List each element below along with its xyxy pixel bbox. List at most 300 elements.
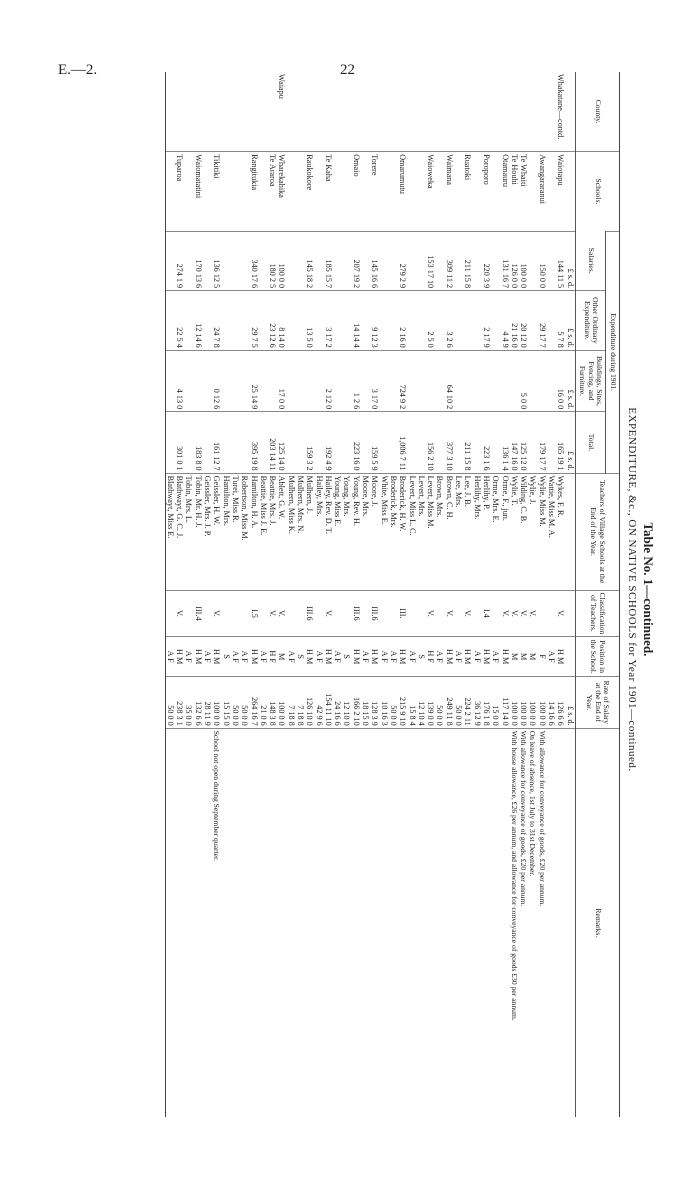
classification-cell xyxy=(435,590,444,637)
position-cell: M xyxy=(510,637,519,677)
total-cell: 125 12 0 xyxy=(519,412,528,473)
teacher-cell: Blathwayt, Miss E. xyxy=(165,473,175,590)
table-row xyxy=(482,72,491,1117)
header-expenditure: Expenditure during 1901. xyxy=(606,231,620,473)
total-cell xyxy=(296,412,305,473)
classification-cell xyxy=(407,590,416,637)
salaries-cell: 309 11 2 xyxy=(444,231,453,290)
other-expenditure-cell xyxy=(491,291,500,351)
classification-cell: V. xyxy=(175,590,184,637)
classification-cell: V. xyxy=(324,590,333,637)
rate-cell: 15 15 0 xyxy=(221,677,230,729)
remarks-cell xyxy=(305,728,314,1117)
buildings-cell xyxy=(379,350,388,411)
teacher-cell: Orme, F., jun. xyxy=(500,473,509,590)
other-expenditure-cell xyxy=(454,291,463,351)
county-cell xyxy=(249,72,258,152)
rate-cell: 148 3 8 xyxy=(268,677,277,729)
table-row xyxy=(370,72,379,1117)
school-cell xyxy=(547,152,556,231)
buildings-cell xyxy=(472,350,481,411)
teacher-cell: Wykes, F. R. xyxy=(556,473,565,590)
county-cell xyxy=(212,72,221,152)
school-cell: Waiomatatini xyxy=(193,152,202,231)
teacher-cell: Tobin, Mrs. L. xyxy=(184,473,193,590)
header-county: County. xyxy=(575,72,619,152)
position-cell: A F xyxy=(361,637,370,677)
teacher-cell: Young, Mrs. xyxy=(342,473,351,590)
remarks-cell: On leave of absence, 1st July to 31st December. xyxy=(528,728,537,1117)
salaries-cell xyxy=(240,231,249,290)
remarks-cell xyxy=(417,728,426,1117)
classification-cell xyxy=(472,590,481,637)
school-cell: Te Araroa xyxy=(268,152,277,231)
salaries-cell: 185 15 7 xyxy=(324,231,333,290)
remarks-cell xyxy=(184,728,193,1117)
classification-cell xyxy=(184,590,193,637)
school-cell: Torere xyxy=(370,152,379,231)
salaries-cell: 150 0 0 xyxy=(537,231,546,290)
other-expenditure-cell: 5 7 8 xyxy=(556,291,565,351)
school-cell xyxy=(417,152,426,231)
other-expenditure-cell: 29 17 7 xyxy=(537,291,546,351)
teacher-cell: Mulhern, Miss K. xyxy=(286,473,295,590)
total-cell: 156 2 10 xyxy=(426,412,435,473)
position-cell: S xyxy=(417,637,426,677)
school-cell: Waiotapu xyxy=(556,152,565,231)
buildings-cell xyxy=(268,350,277,411)
table-row xyxy=(454,72,463,1117)
other-expenditure-cell: 2 16 0 xyxy=(398,291,407,351)
salaries-cell: 207 19 2 xyxy=(352,231,361,290)
rate-cell: 36 12 9 xyxy=(472,677,481,729)
teacher-cell: Broderick, H. W. xyxy=(398,473,407,590)
county-cell xyxy=(537,72,546,152)
remarks-cell xyxy=(463,728,472,1117)
rate-cell: 12 10 0 xyxy=(342,677,351,729)
expenditure-table xyxy=(165,72,620,1117)
other-expenditure-cell: 22 5 4 xyxy=(175,291,184,351)
other-expenditure-cell xyxy=(379,291,388,351)
county-cell xyxy=(482,72,491,152)
units-blank xyxy=(565,590,575,637)
buildings-cell xyxy=(259,350,268,411)
position-cell: H F xyxy=(426,637,435,677)
classification-cell: V. xyxy=(519,590,528,637)
total-cell: 223 1 6 xyxy=(482,412,491,473)
classification-cell xyxy=(259,590,268,637)
salaries-cell xyxy=(547,231,556,290)
other-expenditure-cell xyxy=(240,291,249,351)
table-row xyxy=(231,72,240,1117)
buildings-cell: 16 0 0 xyxy=(556,350,565,411)
position-cell: H M xyxy=(370,637,379,677)
units-buildings: £ s. d. xyxy=(565,350,575,411)
buildings-cell xyxy=(537,350,546,411)
buildings-cell xyxy=(463,350,472,411)
county-cell xyxy=(491,72,500,152)
total-cell: 301 0 1 xyxy=(175,412,184,473)
teacher-cell: Geissler, H. W. xyxy=(212,473,221,590)
teacher-cell: Blathwayt, G. C. J. xyxy=(175,473,184,590)
total-cell xyxy=(314,412,323,473)
position-cell: A F xyxy=(407,637,416,677)
salaries-cell xyxy=(231,231,240,290)
salaries-cell: 170 13 6 xyxy=(193,231,202,290)
rate-cell: 24 16 6 xyxy=(333,677,342,729)
remarks-cell xyxy=(426,728,435,1117)
position-cell: S xyxy=(342,637,351,677)
rate-cell: 166 2 10 xyxy=(352,677,361,729)
school-cell: Tuparoa xyxy=(175,152,184,231)
table-row xyxy=(417,72,426,1117)
school-cell xyxy=(203,152,212,231)
remarks-cell xyxy=(491,728,500,1117)
table-row xyxy=(184,72,193,1117)
salaries-cell xyxy=(165,231,175,290)
other-expenditure-cell xyxy=(203,291,212,351)
total-cell xyxy=(259,412,268,473)
table-row xyxy=(203,72,212,1117)
position-cell: H M xyxy=(482,637,491,677)
teacher-cell: Robertson, Miss M. xyxy=(240,473,249,590)
remarks-cell xyxy=(500,728,509,1117)
classification-cell xyxy=(342,590,351,637)
teacher-cell: White, Miss E. xyxy=(379,473,388,590)
remarks-cell xyxy=(370,728,379,1117)
position-cell: A F xyxy=(165,637,175,677)
other-expenditure-cell xyxy=(342,291,351,351)
units-blank xyxy=(565,473,575,590)
rate-cell: 128 3 9 xyxy=(370,677,379,729)
school-cell xyxy=(472,152,481,231)
header-salaries: Salaries. xyxy=(575,231,606,290)
classification-cell: V. xyxy=(444,590,453,637)
buildings-cell: 1 2 6 xyxy=(352,350,361,411)
county-cell xyxy=(268,72,277,152)
school-cell: Poroporo xyxy=(482,152,491,231)
classification-cell xyxy=(454,590,463,637)
remarks-cell xyxy=(221,728,230,1117)
teacher-cell: Wylie, T. xyxy=(510,473,519,590)
classification-cell: V. xyxy=(268,590,277,637)
teacher-cell: Levert, Miss L. C. xyxy=(407,473,416,590)
county-cell xyxy=(444,72,453,152)
buildings-cell: 5 0 0 xyxy=(519,350,528,411)
salaries-cell: 144 11 5 xyxy=(556,231,565,290)
other-expenditure-cell: 13 5 0 xyxy=(305,291,314,351)
county-cell xyxy=(324,72,333,152)
classification-cell xyxy=(203,590,212,637)
other-expenditure-cell: 2 5 0 xyxy=(426,291,435,351)
classification-cell: I.5 xyxy=(249,590,258,637)
salaries-cell: 100 0 0 xyxy=(277,231,286,290)
remarks-cell xyxy=(231,728,240,1117)
rate-cell: 50 0 0 xyxy=(231,677,240,729)
classification-cell: V. xyxy=(463,590,472,637)
classification-cell xyxy=(314,590,323,637)
school-cell xyxy=(231,152,240,231)
remarks-cell xyxy=(482,728,491,1117)
total-cell xyxy=(389,412,398,473)
table-row xyxy=(519,72,528,1117)
school-cell xyxy=(361,152,370,231)
remarks-cell xyxy=(352,728,361,1117)
header-buildings: Buildings, Sites, Fencing, and Furniture. xyxy=(575,350,606,411)
header-classification: Classification of Teachers. xyxy=(575,590,619,637)
teacher-cell: Wattie, Miss M. A. xyxy=(547,473,556,590)
table-subtitle: EXPENDITURE, &c., ON NATIVE SCHOOLS for Year 1901—continued. xyxy=(626,407,638,772)
county-cell xyxy=(463,72,472,152)
salaries-cell xyxy=(342,231,351,290)
position-cell: A F xyxy=(472,637,481,677)
remarks-cell xyxy=(249,728,258,1117)
page-number: 22 xyxy=(340,62,355,78)
county-cell xyxy=(286,72,295,152)
position-cell: H M xyxy=(556,637,565,677)
school-cell xyxy=(184,152,193,231)
position-cell: A F xyxy=(314,637,323,677)
other-expenditure-cell xyxy=(184,291,193,351)
teacher-cell: Orme, Mrs. E. xyxy=(491,473,500,590)
remarks-cell xyxy=(286,728,295,1117)
other-expenditure-cell: 12 14 6 xyxy=(193,291,202,351)
salaries-cell xyxy=(296,231,305,290)
table-row xyxy=(268,72,277,1117)
teacher-cell: Hamilton, H. A. xyxy=(249,473,258,590)
school-cell: Omarumutu xyxy=(398,152,407,231)
remarks-cell xyxy=(361,728,370,1117)
salaries-cell xyxy=(184,231,193,290)
teacher-cell: Levert, Mrs. xyxy=(417,473,426,590)
remarks-cell xyxy=(165,728,175,1117)
remarks-cell xyxy=(324,728,333,1117)
buildings-cell xyxy=(389,350,398,411)
county-cell xyxy=(184,72,193,152)
salaries-cell xyxy=(259,231,268,290)
table-row xyxy=(305,72,314,1117)
remarks-cell xyxy=(472,728,481,1117)
position-cell: H M xyxy=(175,637,184,677)
school-cell xyxy=(389,152,398,231)
teacher-cell: Hailey, Rev. D. T. xyxy=(324,473,333,590)
position-cell: A F xyxy=(333,637,342,677)
buildings-cell xyxy=(435,350,444,411)
teacher-cell: Brown, Mrs. xyxy=(435,473,444,590)
county-cell xyxy=(305,72,314,152)
rate-cell: 15 0 0 xyxy=(491,677,500,729)
teacher-cell: Brown, C. H. xyxy=(444,473,453,590)
school-cell xyxy=(221,152,230,231)
teacher-cell: Herlihy, P. xyxy=(482,473,491,590)
other-expenditure-cell xyxy=(296,291,305,351)
classification-cell: V. xyxy=(212,590,221,637)
remarks-cell xyxy=(277,728,286,1117)
buildings-cell xyxy=(510,350,519,411)
total-cell: 183 8 0 xyxy=(193,412,202,473)
classification-cell: III.6 xyxy=(352,590,361,637)
school-cell xyxy=(240,152,249,231)
buildings-cell: 3 17 0 xyxy=(370,350,379,411)
table-title: Table No. 1—continued. xyxy=(641,522,656,657)
table-row xyxy=(175,72,184,1117)
other-expenditure-cell: 29 7 5 xyxy=(249,291,258,351)
other-expenditure-cell xyxy=(165,291,175,351)
remarks-cell xyxy=(296,728,305,1117)
other-expenditure-cell: 3 2 6 xyxy=(444,291,453,351)
other-expenditure-cell xyxy=(231,291,240,351)
position-cell: M xyxy=(528,637,537,677)
remarks-cell xyxy=(259,728,268,1117)
units-other: £ s. d. xyxy=(565,291,575,351)
table-row xyxy=(547,72,556,1117)
remarks-cell xyxy=(547,728,556,1117)
school-cell: Omaio xyxy=(352,152,361,231)
position-cell: A F xyxy=(286,637,295,677)
table-row xyxy=(389,72,398,1117)
table-row xyxy=(379,72,388,1117)
buildings-cell xyxy=(193,350,202,411)
position-cell: A F xyxy=(435,637,444,677)
rate-cell: 126 10 0 xyxy=(305,677,314,729)
salaries-cell xyxy=(203,231,212,290)
salaries-cell xyxy=(221,231,230,290)
position-cell: A F xyxy=(203,637,212,677)
teacher-cell: Young, Rev. H. xyxy=(352,473,361,590)
teacher-cell: Mulhern, J. xyxy=(305,473,314,590)
remarks-cell xyxy=(435,728,444,1117)
classification-cell xyxy=(389,590,398,637)
salaries-cell: 340 17 6 xyxy=(249,231,258,290)
table-row xyxy=(296,72,305,1117)
teacher-cell: Turei, Miss R. xyxy=(231,473,240,590)
position-cell: M xyxy=(277,637,286,677)
county-cell xyxy=(203,72,212,152)
position-cell: H M xyxy=(249,637,258,677)
position-cell: H M xyxy=(352,637,361,677)
rate-cell: 21 0 6 xyxy=(259,677,268,729)
table-row xyxy=(324,72,333,1117)
buildings-cell xyxy=(240,350,249,411)
table-row xyxy=(407,72,416,1117)
rate-cell: 224 2 11 xyxy=(463,677,472,729)
table-row xyxy=(249,72,258,1117)
total-cell xyxy=(203,412,212,473)
position-cell: A F xyxy=(240,637,249,677)
salaries-cell xyxy=(407,231,416,290)
classification-cell xyxy=(361,590,370,637)
position-cell: A F xyxy=(491,637,500,677)
rate-cell: 14 16 6 xyxy=(547,677,556,729)
classification-cell xyxy=(240,590,249,637)
remarks-cell xyxy=(556,728,565,1117)
other-expenditure-cell: 24 7 8 xyxy=(212,291,221,351)
classification-cell: III.4 xyxy=(193,590,202,637)
remarks-cell xyxy=(389,728,398,1117)
table-row xyxy=(426,72,435,1117)
remarks-cell xyxy=(193,728,202,1117)
buildings-cell xyxy=(491,350,500,411)
other-expenditure-cell: 20 12 0 xyxy=(519,291,528,351)
units-blank xyxy=(565,728,575,1117)
rate-cell: 132 6 6 xyxy=(193,677,202,729)
salaries-cell xyxy=(491,231,500,290)
rate-cell: 35 0 0 xyxy=(184,677,193,729)
buildings-cell xyxy=(500,350,509,411)
classification-cell xyxy=(547,590,556,637)
salaries-cell: 180 2 5 xyxy=(268,231,277,290)
header-other-expenditure: Other Ordinary Expenditure. xyxy=(575,291,606,351)
position-cell: A F xyxy=(231,637,240,677)
school-cell: Tikitiki xyxy=(212,152,221,231)
header-schools: Schools. xyxy=(575,152,619,231)
classification-cell xyxy=(231,590,240,637)
remarks-cell xyxy=(454,728,463,1117)
buildings-cell xyxy=(314,350,323,411)
total-cell xyxy=(454,412,463,473)
buildings-cell xyxy=(231,350,240,411)
teacher-cell: Wylie, J. xyxy=(528,473,537,590)
county-cell xyxy=(361,72,370,152)
classification-cell xyxy=(537,590,546,637)
total-cell: 159 5 9 xyxy=(370,412,379,473)
school-cell: Te Kaha xyxy=(324,152,333,231)
salaries-cell xyxy=(435,231,444,290)
other-expenditure-cell xyxy=(435,291,444,351)
other-expenditure-cell: 2 17 9 xyxy=(482,291,491,351)
buildings-cell xyxy=(221,350,230,411)
position-cell: S xyxy=(296,637,305,677)
buildings-cell xyxy=(547,350,556,411)
salaries-cell: 211 15 8 xyxy=(463,231,472,290)
remarks-cell xyxy=(398,728,407,1117)
remarks-cell: With house allowance, £26 per annum, and allowance for conveyance of goods £30 per annum. xyxy=(510,728,519,1117)
other-expenditure-cell xyxy=(389,291,398,351)
total-cell xyxy=(417,412,426,473)
county-cell xyxy=(352,72,361,152)
position-cell: A F xyxy=(547,637,556,677)
salaries-cell xyxy=(314,231,323,290)
table-row xyxy=(500,72,509,1117)
classification-cell xyxy=(333,590,342,637)
total-cell xyxy=(333,412,342,473)
table-row xyxy=(491,72,500,1117)
table-row xyxy=(193,72,202,1117)
other-expenditure-cell xyxy=(472,291,481,351)
county-cell xyxy=(193,72,202,152)
county-cell xyxy=(435,72,444,152)
table-row xyxy=(398,72,407,1117)
units-salaries: £ s. d. xyxy=(565,231,575,290)
rate-cell: 7 18 8 xyxy=(286,677,295,729)
total-cell: 395 19 8 xyxy=(249,412,258,473)
classification-cell xyxy=(491,590,500,637)
table-row xyxy=(444,72,453,1117)
school-cell: Ruatoki xyxy=(463,152,472,231)
buildings-cell xyxy=(426,350,435,411)
classification-cell: I.4 xyxy=(482,590,491,637)
total-cell xyxy=(286,412,295,473)
total-cell: 192 4 9 xyxy=(324,412,333,473)
teacher-cell: Beattie, Mrs. J. xyxy=(268,473,277,590)
other-expenditure-cell xyxy=(417,291,426,351)
rate-cell: 15 8 4 xyxy=(407,677,416,729)
buildings-cell xyxy=(407,350,416,411)
total-cell xyxy=(528,412,537,473)
buildings-cell xyxy=(361,350,370,411)
salaries-cell: 131 16 7 xyxy=(500,231,509,290)
remarks-cell xyxy=(314,728,323,1117)
